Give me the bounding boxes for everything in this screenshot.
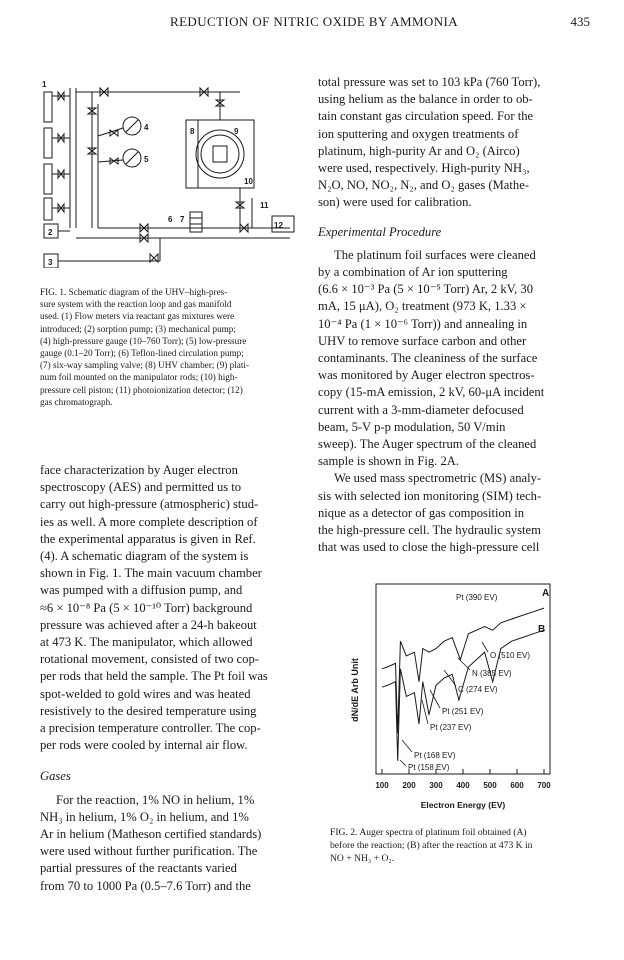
spectrum-label-b: B	[538, 624, 546, 635]
body-line: pressure was achieved after a 24-h bakeout	[40, 617, 257, 632]
peak-label-pt-237: Pt (237 EV)	[430, 723, 472, 732]
fig1-label-8: 8	[190, 127, 195, 136]
body-line: platinum, high-purity Ar and O₂ (Airco)	[318, 143, 520, 158]
peak-label-pt-168: Pt (168 EV)	[414, 751, 456, 760]
fig1-label-1: 1	[42, 80, 47, 89]
body-line: shown in Fig. 1. The main vacuum chamber	[40, 566, 262, 581]
peak-label-pt-251: Pt (251 EV)	[442, 707, 484, 716]
body-line: per rods that held the sample. The Pt foil was	[40, 669, 268, 684]
fig1-label-3: 3	[48, 258, 53, 267]
spectrum-label-a: A	[542, 588, 550, 599]
body-line: UHV to remove surface carbon and other	[318, 333, 527, 348]
body-line: was pumped with a diffusion pump, and	[40, 583, 243, 598]
fig1-caption-line: FIG. 1. Schematic diagram of the UHV–high-pres-	[40, 287, 228, 297]
body-line: We used mass spectrometric (MS) analy-	[334, 471, 542, 486]
body-line: beam, 5-V p-p modulation, 50 V/min	[318, 419, 506, 434]
gases-heading: Gases	[40, 769, 71, 784]
body-line: The platinum foil surfaces were cleaned	[334, 247, 536, 262]
body-line: per rods were cooled by internal air flow.	[40, 738, 248, 753]
x-tick-label: 200	[402, 781, 416, 790]
x-tick-label: 400	[456, 781, 470, 790]
body-line: from 70 to 1000 Pa (0.5–7.6 Torr) and the	[40, 878, 251, 893]
running-header	[40, 14, 590, 32]
peak-label-n-385: N (385 EV)	[472, 669, 512, 678]
x-axis-label: Electron Energy (EV)	[420, 800, 506, 810]
body-line: partial pressures of the reactants varied	[40, 861, 237, 876]
body-line: total pressure was set to 103 kPa (760 Torr),	[318, 75, 541, 89]
left-column-body	[40, 462, 306, 895]
fig1-caption-line: gauge (0.1–20 Torr); (6) Teflon-lined circulation pump;	[40, 348, 244, 359]
x-tick-label: 600	[510, 781, 524, 790]
body-line: contaminants. The cleaniness of the surface	[318, 351, 538, 366]
peak-label-o-510: O (510 EV)	[490, 651, 531, 660]
fig1-caption-line: (4) high-pressure gauge (10–760 Torr); (5) low-pressure	[40, 335, 247, 346]
x-tick-label: 300	[429, 781, 443, 790]
fig2-caption-line: FIG. 2. Auger spectra of platinum foil obtained (A)	[330, 827, 527, 838]
body-line: For the reaction, 1% NO in helium, 1%	[56, 792, 255, 807]
fig1-caption-line: pressure cell piston; (11) photoionization detector; (12)	[40, 384, 243, 395]
body-line: ≈6 × 10⁻⁸ Pa (5 × 10⁻¹⁰ Torr) background	[40, 600, 253, 615]
body-line: rotational movement, consisted of two cop-	[40, 652, 259, 667]
body-line: the high-pressure cell. The hydraulic system	[318, 523, 541, 538]
fig1-label-12: 12	[274, 221, 283, 230]
body-line: son) were used for calibration.	[318, 195, 472, 210]
body-line: ion sputtering and oxygen treatments of	[318, 126, 519, 141]
fig1-label-4: 4	[144, 123, 149, 132]
body-line: using helium as the balance in order to ob-	[318, 92, 533, 107]
peak-label-pt-390: Pt (390 EV)	[456, 593, 498, 602]
fig1-label-2: 2	[48, 228, 53, 237]
body-line: resistively to the desired temperature using	[40, 703, 257, 718]
fig1-label-9: 9	[234, 127, 239, 136]
body-line: mA, 15 μA), O₂ treatment (973 K, 1.33 ×	[318, 299, 527, 314]
fig1-label-5: 5	[144, 155, 149, 164]
body-line: sis with selected ion monitoring (SIM) tech-	[318, 488, 542, 503]
fig1-caption-line: used. (1) Flow meters via reactant gas mixtures were	[40, 311, 235, 322]
fig1-label-10: 10	[244, 177, 253, 186]
body-line: were used without further purification. The	[40, 844, 258, 859]
body-line: by a combination of Ar ion sputtering	[318, 265, 508, 280]
body-line: were used, respectively. High-purity NH₃,	[318, 161, 530, 176]
body-line: face characterization by Auger electron	[40, 463, 238, 477]
running-title: REDUCTION OF NITRIC OXIDE BY AMMONIA	[170, 14, 458, 29]
fig1-caption-line: num foil mounted on the manipulator rods; (10) high-	[40, 372, 238, 383]
x-tick-label: 100	[375, 781, 389, 790]
fig2-caption-line: before the reaction; (B) after the reaction at 473 K in	[330, 840, 533, 851]
body-line: N₂O, NO, NO₂, N₂, and O₂ gases (Mathe-	[318, 178, 529, 193]
fig1-caption-line: gas chromatograph.	[40, 396, 113, 407]
figure-1-schematic	[40, 78, 306, 268]
body-line: a precision temperature controller. The cop-	[40, 721, 261, 736]
fig1-label-6: 6	[168, 215, 173, 224]
y-axis-label: dN/dE Arb Unit	[350, 658, 360, 722]
body-line: at 473 K. The manipulator, which allowed	[40, 635, 253, 650]
body-line: spectroscopy (AES) and permitted us to	[40, 480, 242, 495]
body-line: nique as a detector of gas composition in	[318, 505, 524, 520]
peak-label-pt-158: Pt (158 EV)	[408, 763, 450, 772]
fig1-caption-line: sure system with the reaction loop and gas manifold	[40, 299, 232, 310]
body-line: carry out high-pressure (atmospheric) stud-	[40, 497, 259, 512]
figure-1-caption	[40, 286, 304, 408]
body-line: (4). A schematic diagram of the system is	[40, 549, 249, 564]
body-line: ies as well. A more complete description of	[40, 514, 258, 529]
x-tick-label: 700	[537, 781, 551, 790]
body-line: was monitored by Auger electron spectros-	[318, 368, 535, 383]
page-number: 435	[570, 14, 590, 29]
body-line: that was used to close the high-pressure cell	[318, 540, 540, 555]
fig1-label-11: 11	[260, 201, 269, 210]
fig1-caption-line: (7) six-way sampling valve; (8) UHV chamber; (9) plati-	[40, 360, 250, 371]
fig1-caption-line: introduced; (2) sorption pump; (3) mechanical pump;	[40, 323, 236, 334]
body-line: copy (15-mA emission, 2 kV, 60-μA incident	[318, 385, 545, 400]
peak-label-c-274: C (274 EV)	[458, 685, 498, 694]
figure-2-auger-spectra	[330, 570, 590, 820]
figure-2-caption	[330, 826, 592, 865]
x-tick-label: 500	[483, 781, 497, 790]
fig2-caption-line: NO + NH₃ + O₂.	[330, 853, 395, 864]
body-line: current with a 3-mm-diameter defocused	[318, 402, 524, 417]
body-line: NH₃ in helium, 1% O₂ in helium, and 1%	[40, 809, 249, 824]
procedure-heading: Experimental Procedure	[318, 224, 442, 239]
body-line: 10⁻⁴ Pa (1 × 10⁻⁶ Torr)) and annealing in	[318, 316, 528, 331]
fig1-label-7: 7	[180, 215, 185, 224]
body-line: tain constant gas circulation speed. For the	[318, 109, 534, 124]
body-line: sample is shown in Fig. 2A.	[318, 454, 459, 469]
right-column-body	[318, 74, 590, 556]
body-line: spot-welded to gold wires and was heated	[40, 686, 251, 701]
body-line: Ar in helium (Matheson certified standards)	[40, 827, 262, 842]
body-line: sweep). The Auger spectrum of the cleaned	[318, 437, 537, 452]
body-line: the experimental apparatus is given in Ref.	[40, 531, 256, 546]
body-line: (6.6 × 10⁻³ Pa (5 × 10⁻⁵ Torr) Ar, 2 kV, 30	[318, 282, 534, 297]
